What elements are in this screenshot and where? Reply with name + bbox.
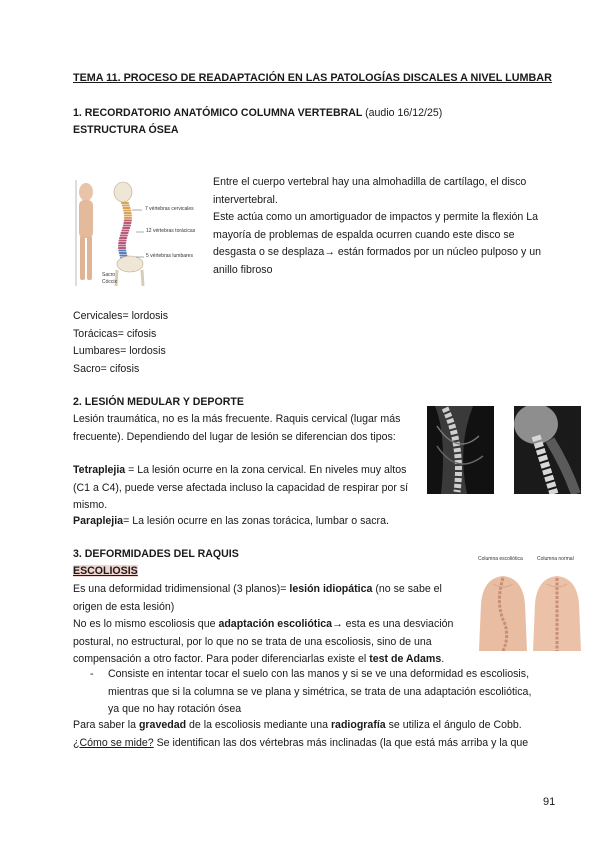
vertebra-shape <box>120 235 128 237</box>
vertebra-shape <box>121 230 129 232</box>
paraplejia-term: Paraplejia <box>73 515 124 527</box>
label-lumbar: 5 vértebras lumbares <box>146 253 193 259</box>
scoliosis-comparison-figure <box>475 556 585 651</box>
vertebra-shape <box>119 252 127 254</box>
vertebra-shape <box>123 225 131 227</box>
adams-test-term: test de Adams <box>369 653 442 665</box>
curve-item: Cervicales= lordosis <box>73 310 169 322</box>
vertebra-shape <box>118 242 126 244</box>
bullet-line: ya que no hay rotación ósea <box>108 703 242 715</box>
vertebra-shape <box>124 217 132 219</box>
text-segment: No es lo mismo escoliosis que <box>73 618 219 630</box>
text-segment: se utiliza el ángulo de Cobb. <box>385 719 522 731</box>
vertebra-shape <box>119 237 127 239</box>
intro-line: frecuente). Dependiendo del lugar de lesión se diferencian dos tipos: <box>73 430 396 443</box>
paraplejia-definition <box>73 513 389 531</box>
tetraplejia-line: (C1 a C4), puede verse afectada incluso la capacidad de respirar por sí <box>73 481 409 494</box>
spine-xray-image <box>427 406 494 494</box>
label-cervical: 7 vértebras cervicales <box>145 206 194 212</box>
vertebra-shape <box>121 232 129 234</box>
cobb-paragraph <box>73 717 528 752</box>
vertebra-shape <box>122 227 130 229</box>
bullet-line: Consiste en intentar tocar el suelo con las manos y si se ve una deformidad es escoliosis, <box>108 668 530 680</box>
escoliosis-subheading <box>73 563 138 581</box>
tetraplejia-line: = La lesión ocurre en la zona cervical. En niveles muy altos <box>125 464 407 476</box>
radiography-term: radiografía <box>330 719 386 731</box>
paragraph-line: desgasta o se desplaza→ están formados por un núcleo pulposo y un <box>213 246 542 258</box>
text-line: origen de esta lesión) <box>73 600 175 613</box>
bullet-text <box>108 666 531 719</box>
section1-heading-text: 1. RECORDATORIO ANATÓMICO COLUMNA VERTEBRAL <box>73 107 363 119</box>
vertebra-shape <box>124 215 132 217</box>
label-coccyx: Cóccix <box>102 279 118 285</box>
section1-paragraph <box>213 174 541 279</box>
text-segment: Se identifican las dos vértebras más inclinadas (la que está más arriba y la que <box>153 736 529 749</box>
vertebra-shape <box>123 210 131 212</box>
spine-curves-list <box>73 308 168 378</box>
vertebra-shape <box>119 240 127 242</box>
tetraplejia-term: Tetraplejia <box>73 464 126 476</box>
curve-item: Sacro= cifosis <box>73 362 140 375</box>
section1-heading-note: (audio 16/12/25) <box>365 107 443 119</box>
paragraph-line: anillo fibroso <box>213 263 273 276</box>
section2-heading: 2. LESIÓN MEDULAR Y DEPORTE <box>73 396 244 408</box>
paragraph-line: Este actúa como un amortiguador de impactos y permite la flexión La <box>213 211 539 223</box>
vertebra-shape <box>118 250 126 252</box>
severity-term: gravedad <box>138 719 187 731</box>
vertebra-shape <box>124 212 132 214</box>
section1-subheading: ESTRUCTURA ÓSEA <box>73 124 179 136</box>
paragraph-line: intervertebral. <box>213 193 278 206</box>
neck-xray-image <box>514 406 581 494</box>
idiopathic-term: lesión idiopática <box>286 583 373 595</box>
escoliosis-label: ESCOLIOSIS <box>73 565 138 577</box>
label-thoracic: 12 vértebras torácicas <box>146 228 196 234</box>
scoliotic-adaptation-term: adaptación escoliótica <box>218 618 333 630</box>
vertebra-shape <box>122 205 130 207</box>
label-sacrum: Sacro <box>102 272 116 278</box>
vertebra-shape <box>118 245 126 247</box>
label-normal-spine: Columna normal <box>537 556 574 562</box>
paragraph-line: Entre el cuerpo vertebral hay una almohadilla de cartílago, el disco <box>213 176 527 188</box>
text-segment: (no se sabe el <box>372 583 442 595</box>
text-segment: . <box>441 653 445 665</box>
vertebra-shape <box>118 247 126 249</box>
vertebra-shape <box>123 222 131 224</box>
section2-intro <box>73 411 400 446</box>
text-segment: Para saber la <box>73 719 139 731</box>
curve-item: Lumbares= lordosis <box>73 345 166 357</box>
page-number: 91 <box>543 796 556 808</box>
label-scoliotic-spine: Columna escoliótica <box>478 556 523 562</box>
curve-item: Torácicas= cifosis <box>73 327 157 340</box>
section3-heading: 3. DEFORMIDADES DEL RAQUIS <box>73 548 239 560</box>
section3-body <box>73 581 453 669</box>
intro-line: Lesión traumática, no es la más frecuente. Raquis cervical (lugar más <box>73 413 401 425</box>
paragraph-line: mayoría de problemas de espalda ocurren cuando este disco se <box>213 228 515 241</box>
text-segment: de la escoliosis mediante una <box>186 719 331 731</box>
vertebra-shape <box>123 207 131 209</box>
vertebra-shape <box>121 202 129 204</box>
skeleton-figure <box>70 180 205 288</box>
tetraplejia-line: mismo. <box>73 499 108 511</box>
how-measured-question: ¿Cómo se mide? <box>73 736 154 749</box>
text-segment: → esta es una desviación <box>332 618 454 630</box>
text-line: postural, no estructural, por lo que no se trata de una escoliosis, sino de una <box>73 635 432 648</box>
bullet-line: mientras que si la columna se ve plana y simétrica, se trata de una adaptación escoliótica, <box>108 685 532 698</box>
section1-heading <box>73 105 442 123</box>
text-segment: compensación a otro factor. Para poder diferenciarlas existe el <box>73 653 370 665</box>
bullet-marker: - <box>90 668 94 680</box>
vertebra-shape <box>124 220 132 222</box>
text-segment: Es una deformidad tridimensional (3 planos)= <box>73 583 287 595</box>
paraplejia-text: = La lesión ocurre en las zonas torácica, lumbar o sacra. <box>123 515 389 527</box>
tetraplejia-definition <box>73 462 408 515</box>
page-title: TEMA 11. PROCESO DE READAPTACIÓN EN LAS PATOLOGÍAS DISCALES A NIVEL LUMBAR <box>73 72 552 84</box>
